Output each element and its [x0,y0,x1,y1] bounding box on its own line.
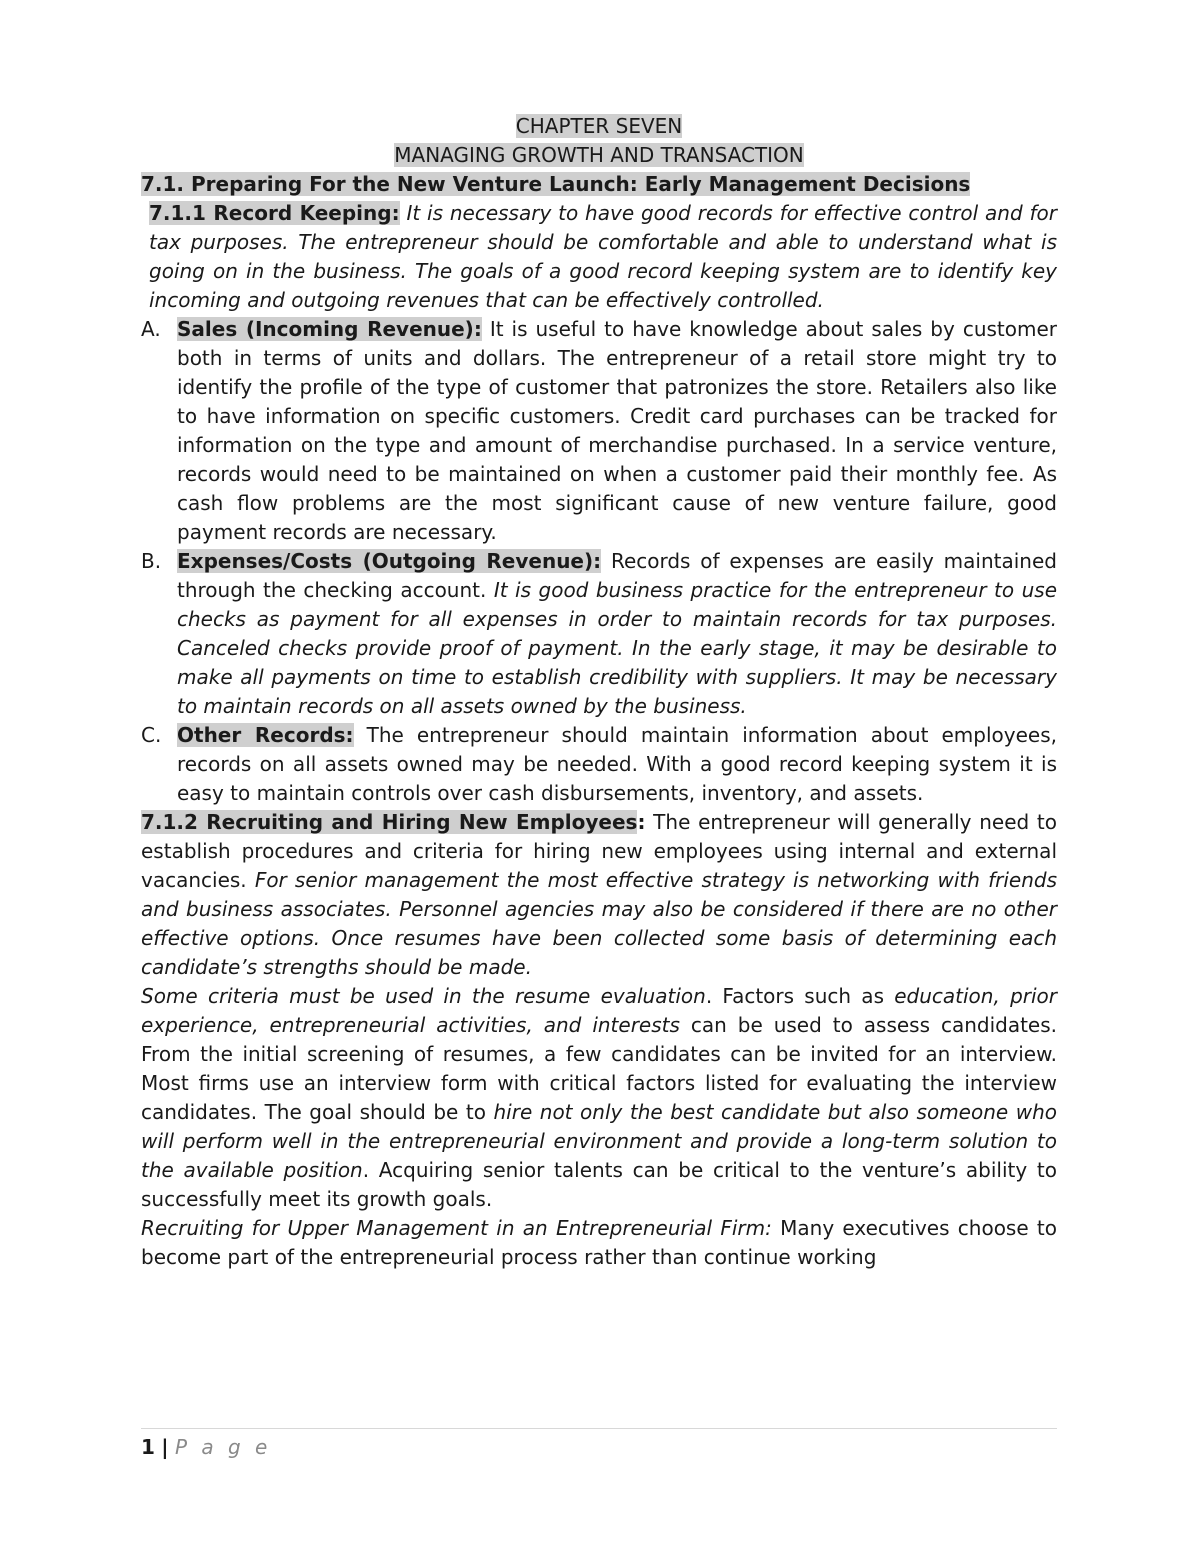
p2-plain-c: . Acquiring senior talents can be critical to the venture’s ability to successfully meet its growth goals. [141,1158,1057,1211]
chapter-title-line [141,112,1057,141]
list-item-c-term: Other Records: [177,723,354,747]
section-7-1-line [141,170,1057,199]
list-item-a [141,315,1057,547]
section-7-1-2-heading-colon: : [637,810,646,834]
section-7-1-1-body: It is necessary to have good records for effective control and for tax purposes. The entrepreneur should be comfortable and able to understand what is going on in the business. The goals of a good record keeping system are to identify key incoming and outgoing revenues that can be effectively controlled. [149,201,1057,312]
section-7-1-2-heading: 7.1.2 Recruiting and Hiring New Employees [141,810,638,834]
p2-italic-b: education, prior experience, entrepreneurial activities, and interests [141,984,1058,1037]
p2-plain-a: . Factors such as [705,984,895,1008]
upper-management-heading: Recruiting for Upper Management in an Entrepreneurial Firm: [141,1216,772,1240]
list-item-c-label: C. [141,723,162,747]
footer-separator: | [161,1435,169,1459]
section-7-1-2-paragraph [141,808,1057,982]
chapter-title: CHAPTER SEVEN [515,114,683,138]
page-footer [141,1428,1057,1461]
list-item-c-text [177,721,1057,808]
upper-management-body: Many executives choose to become part of the entrepreneurial process rather than continue working [141,1216,1057,1269]
page-number: 1 [141,1435,155,1459]
list-item-b-term: Expenses/Costs (Outgoing Revenue): [177,549,602,573]
list-item-b-text [177,547,1057,721]
list-item-a-body: It is useful to have knowledge about sales by customer both in terms of units and dollars. The entrepreneur of a retail store might try to identify the profile of the type of customer that patronizes the store. Retailers also like to have information on specific customers. Credit card purchases can be tracked for information on the type and amount of merchandise purchased. In a service venture, records would need to be maintained on when a customer paid their monthly fee. As cash flow problems are the most significant cause of new venture failure, good payment records are necessary. [177,317,1058,544]
list-item-c [141,721,1057,808]
upper-management-paragraph [141,1214,1057,1272]
list-item-b-label: B. [141,549,162,573]
section-7-1-1-paragraph [141,199,1057,315]
list-item-a-label: A. [141,317,161,341]
list-item-b-italic-body: It is good business practice for the entrepreneur to use checks as payment for all expenses in order to maintain records for tax purposes. Canceled checks provide proof of payment. In the early stage, it may be desirable to make all payments on time to establish credibility with suppliers. It may be necessary to maintain records on all assets owned by the business. [177,578,1058,718]
resume-evaluation-paragraph [141,982,1057,1214]
section-7-1-1-heading: 7.1.1 Record Keeping: [149,201,400,225]
p2-italic-a: Some criteria must be used in the resume evaluation [141,984,706,1008]
list-item-a-text [177,315,1057,547]
section-7-1-2-p1-plain: The entrepreneur will generally need to establish procedures and criteria for hiring new employees using internal and external vacancies. [141,810,1057,892]
section-7-1-heading: 7.1. Preparing For the New Venture Launch: Early Management Decisions [141,172,971,196]
chapter-subtitle: MANAGING GROWTH AND TRANSACTION [394,143,804,167]
page-content [141,112,1057,1272]
list-item-c-body: The entrepreneur should maintain information about employees, records on all assets owned may be needed. With a good record keeping system it is easy to maintain controls over cash disbursements, inventory, and assets. [177,723,1057,805]
page-label: P a g e [174,1435,272,1459]
chapter-subtitle-line [141,141,1057,170]
list-item-b-body: Records of expenses are easily maintained through the checking account. [177,549,1057,602]
list-item-b [141,547,1057,721]
p2-plain-b: can be used to assess candidates. From the initial screening of resumes, a few candidates can be invited for an interview. Most firms use an interview form with critical factors listed for evaluating the interview candidates. The goal should be to [141,1013,1058,1124]
p2-italic-c: hire not only the best candidate but also someone who will perform well in the entrepreneurial environment and provide a long-term solution to the available position [141,1100,1057,1182]
section-7-1-2-p1-italic: For senior management the most effective strategy is networking with friends and business associates. Personnel agencies may also be considered if there are no other effective options. Once resumes have been collected some basis of determining each candidate’s strengths should be made. [141,868,1057,979]
list-item-a-term: Sales (Incoming Revenue): [177,317,482,341]
